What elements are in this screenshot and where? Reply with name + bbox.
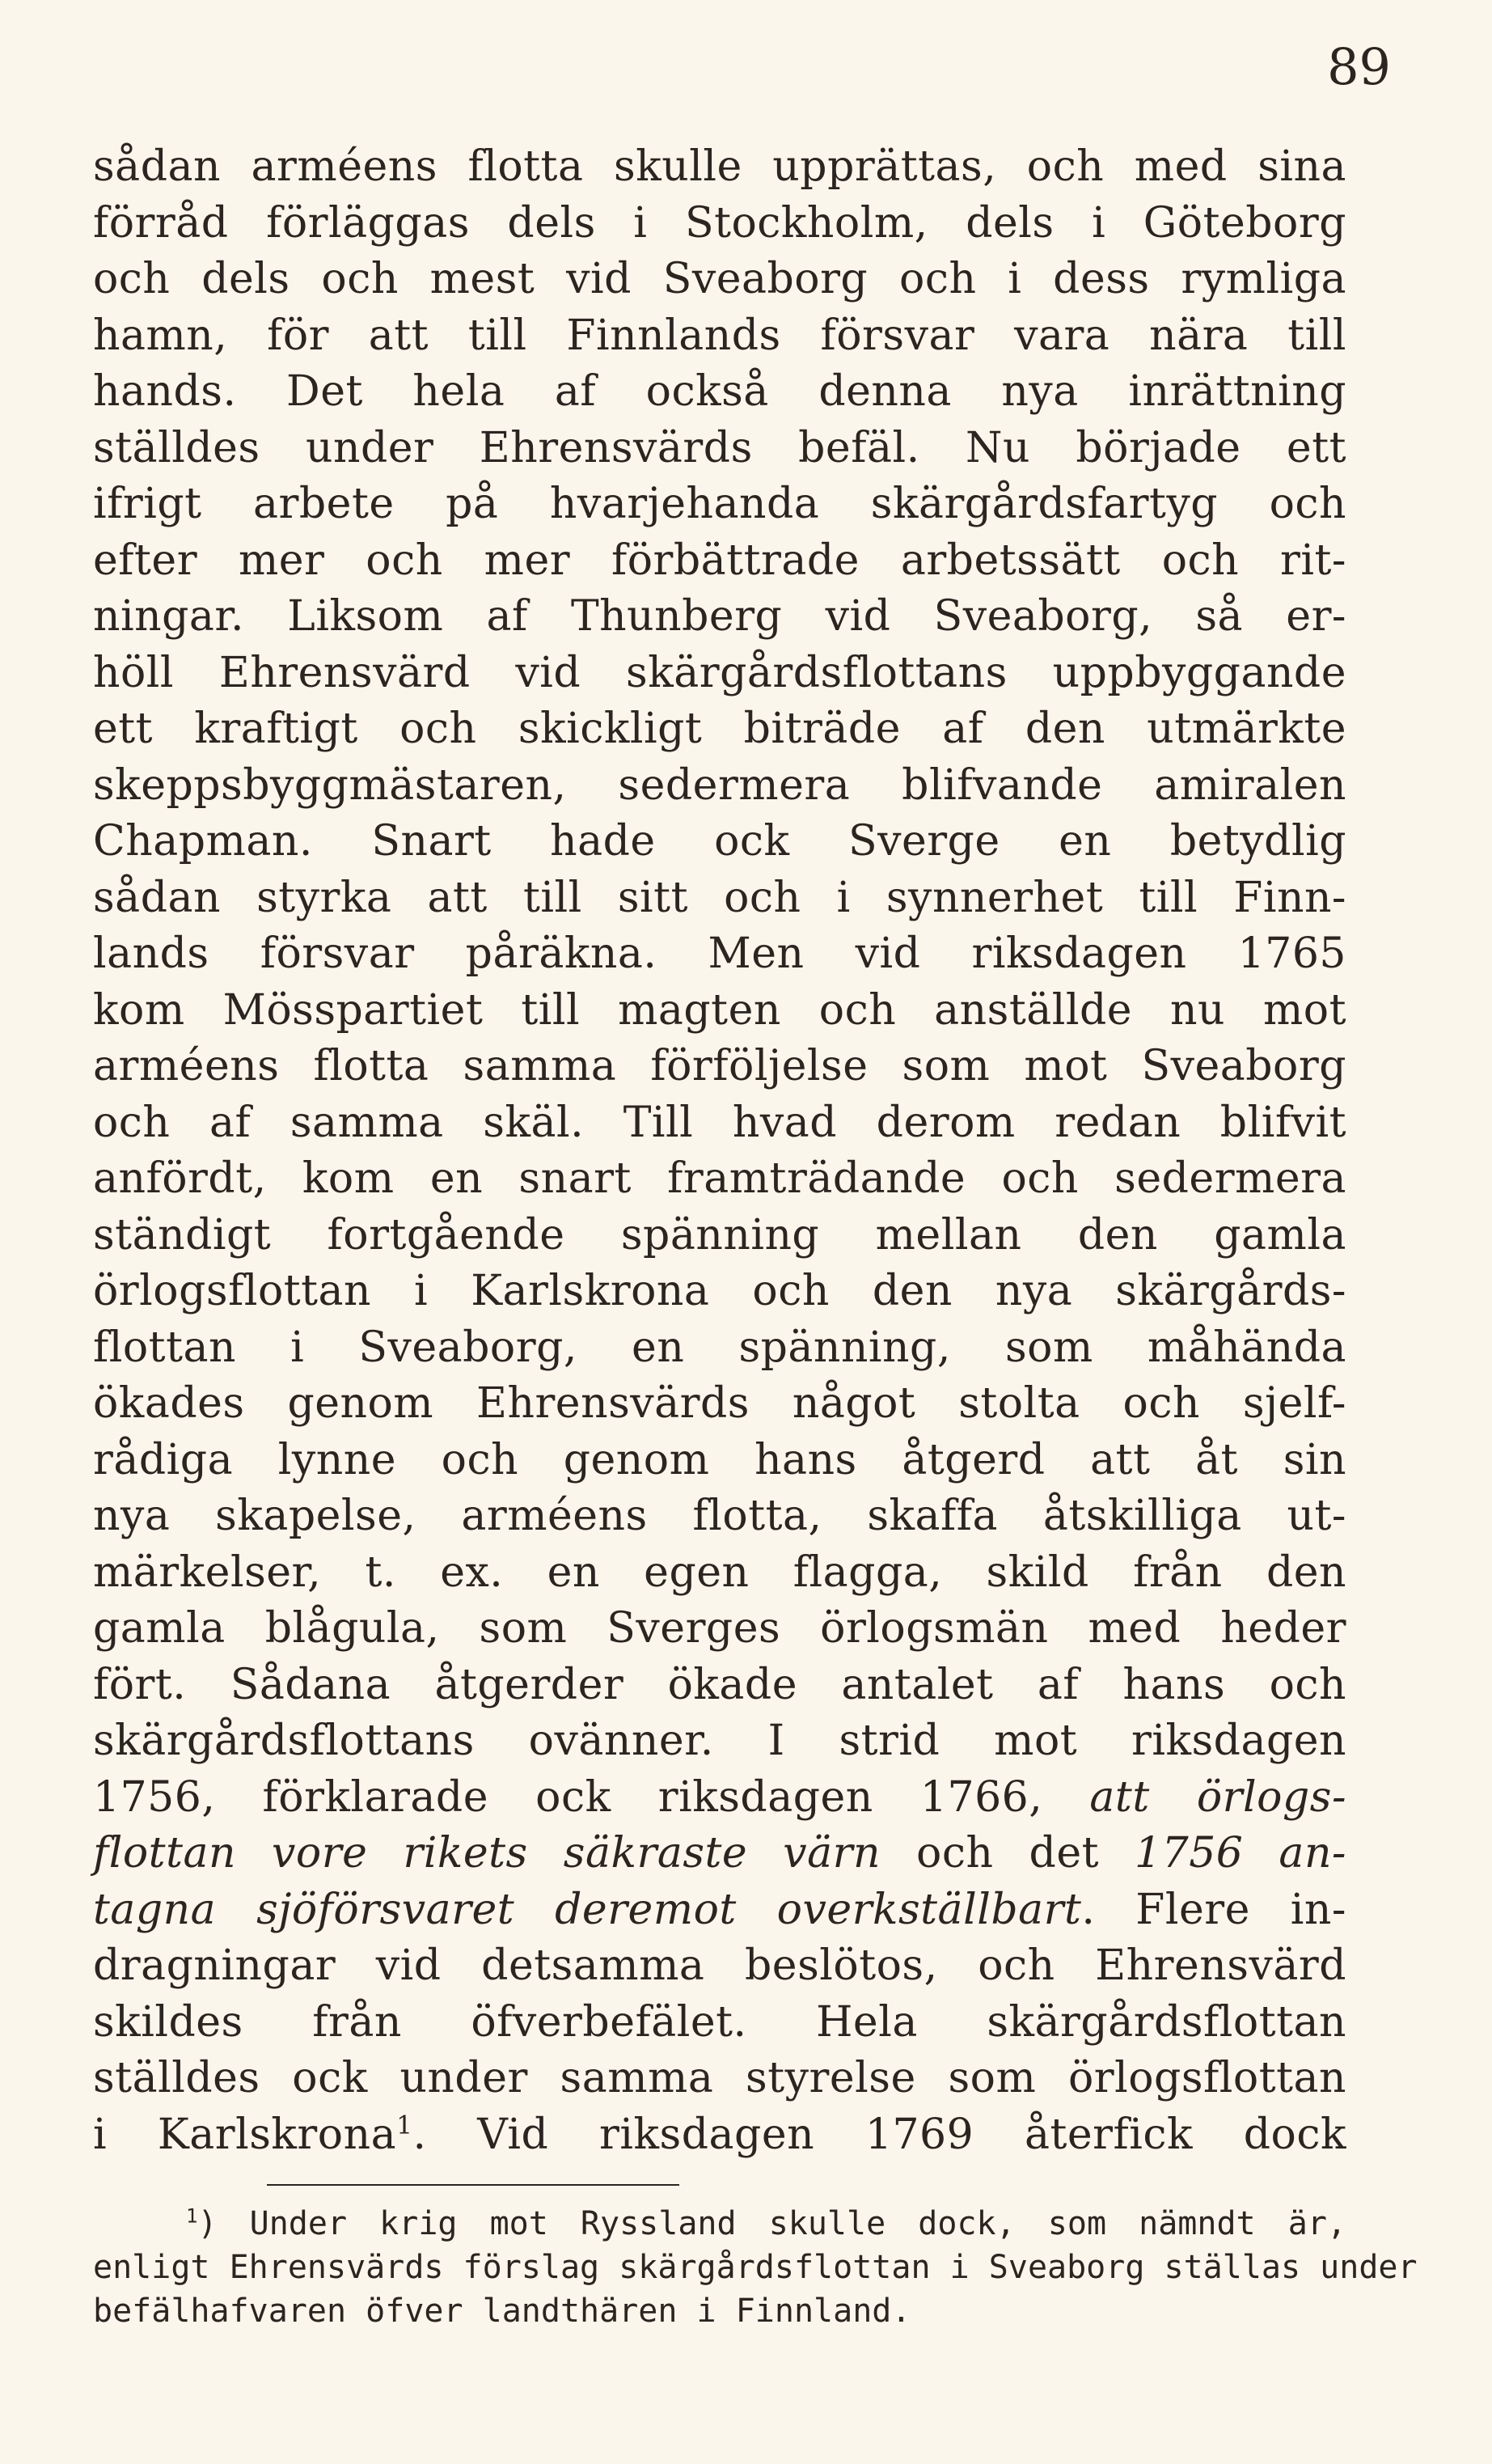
- text-line: Chapman. Snart hade ock Sverge en betydlig: [93, 817, 1346, 866]
- text-line: sådan styrka att till sitt och i synnerhet till Finn-: [93, 873, 1346, 922]
- text-line: skeppsbyggmästaren, sedermera blifvande amiralen: [93, 760, 1346, 810]
- text-line: dragningar vid detsamma beslötos, och Ehrensvärd: [93, 1941, 1346, 1990]
- text-line: [93, 2107, 1346, 2164]
- text-line: örlogsflottan i Karlskrona och den nya skärgårds-: [93, 1267, 1346, 1315]
- text-line: hamn, för att till Finnlands försvar vara nära till: [93, 311, 1346, 360]
- text-line: skärgårdsflottans ovänner. I strid mot riksdagen: [93, 1717, 1346, 1765]
- text-segment: . Flere in-: [1081, 1885, 1346, 1934]
- text-line: ett kraftigt och skickligt biträde af den utmärkte: [93, 705, 1346, 753]
- text-line: lands försvar påräkna. Men vid riksdagen 1765: [93, 929, 1346, 978]
- text-line: ökades genom Ehrensvärds något stolta och sjelf-: [93, 1379, 1346, 1428]
- text-line: flottan i Sveaborg, en spänning, som måhända: [93, 1323, 1346, 1372]
- text-line: märkelser, t. ex. en egen flagga, skild från den: [93, 1547, 1346, 1597]
- italic-segment: flottan vore rikets säkraste värn: [93, 1829, 881, 1878]
- text-line: skildes från öfverbefälet. Hela skärgårdsflottan: [93, 1997, 1346, 2047]
- text-line: nya skapelse, arméens flotta, skaffa åtskilliga ut-: [93, 1492, 1346, 1540]
- text-line: ställdes under Ehrensvärds befäl. Nu började ett: [93, 423, 1346, 472]
- footnote-line: enligt Ehrensvärds förslag skärgårdsflottan i Sveaborg ställas under: [93, 2249, 1418, 2286]
- text-line: hands. Det hela af också denna nya inrättning: [93, 367, 1346, 416]
- text-line: gamla blågula, som Sverges örlogsmän med heder: [93, 1604, 1346, 1653]
- footnote-reference: 1: [396, 2110, 413, 2140]
- text-line: arméens flotta samma förföljelse som mot Sveaborg: [93, 1042, 1346, 1090]
- italic-segment: att örlogs-: [1089, 1772, 1347, 1822]
- footnote-line: [93, 2202, 1346, 2246]
- text-line: sådan arméens flotta skulle upprättas, och med sina: [93, 142, 1346, 191]
- text-segment: och det: [881, 1829, 1135, 1878]
- text-segment: i Karlskrona: [93, 2110, 397, 2159]
- text-line: efter mer och mer förbättrade arbetssätt och rit-: [93, 536, 1346, 585]
- footnote-divider: [267, 2184, 679, 2186]
- footnote-text: ) Under krig mot Ryssland skulle dock, som nämndt är,: [197, 2205, 1346, 2242]
- text-line: ifrigt arbete på hvarjehanda skärgårdsfartyg och: [93, 480, 1346, 528]
- text-line: ständigt fortgående spänning mellan den gamla: [93, 1210, 1346, 1260]
- text-line: fört. Sådana åtgerder ökade antalet af hans och: [93, 1660, 1346, 1709]
- body-text: [93, 139, 1346, 2163]
- text-line: [93, 1882, 1346, 1939]
- italic-segment: tagna sjöförsvaret deremot overkställbart: [93, 1885, 1082, 1934]
- text-line: och af samma skäl. Till hvad derom redan blifvit: [93, 1098, 1346, 1147]
- text-segment: . Vid riksdagen 1769 återfick dock: [412, 2110, 1346, 2159]
- text-line: kom Mösspartiet till magten och anställde nu mot: [93, 985, 1346, 1035]
- text-line: ställdes ock under samma styrelse som örlogsflottan: [93, 2054, 1346, 2102]
- text-line: anfördt, kom en snart framträdande och sedermera: [93, 1154, 1346, 1203]
- text-segment: 1756, förklarade ock riksdagen 1766,: [93, 1772, 1090, 1822]
- text-line: rådiga lynne och genom hans åtgerd att åt sin: [93, 1435, 1346, 1484]
- footnote: [93, 2202, 1418, 2333]
- text-line: [93, 1770, 1346, 1827]
- italic-segment: 1756 an-: [1135, 1829, 1346, 1878]
- footnote-marker: 1: [186, 2204, 198, 2228]
- text-line: [93, 1826, 1346, 1882]
- text-line: höll Ehrensvärd vid skärgårdsflottans uppbyggande: [93, 648, 1346, 697]
- text-line: ningar. Liksom af Thunberg vid Sveaborg, så er-: [93, 592, 1346, 641]
- footnote-line: befälhafvaren öfver landthären i Finnland.: [93, 2293, 911, 2330]
- text-line: och dels och mest vid Sveaborg och i dess rymliga: [93, 255, 1346, 303]
- page-number: 89: [1327, 37, 1391, 96]
- text-line: förråd förläggas dels i Stockholm, dels i Göteborg: [93, 198, 1346, 248]
